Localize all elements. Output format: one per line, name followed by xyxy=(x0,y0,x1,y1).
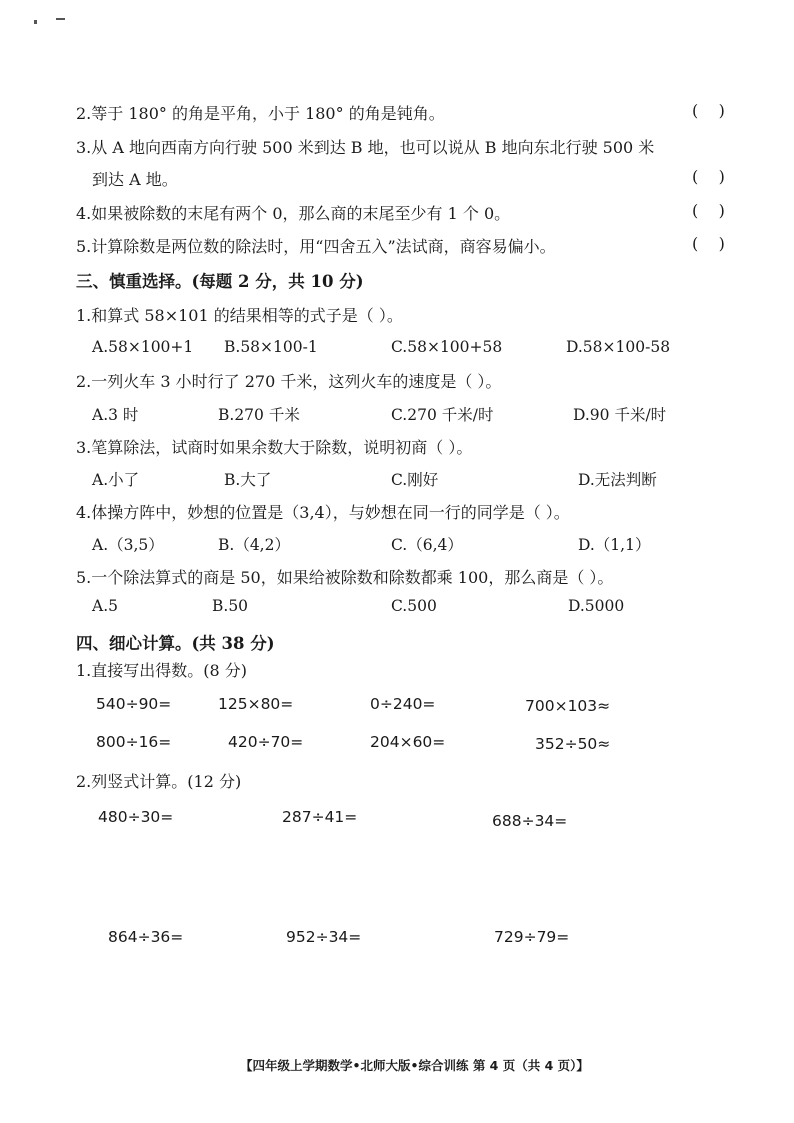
oral-calc-item[interactable]: 204×60= xyxy=(370,733,446,751)
option-c[interactable]: C.270 千米/时 xyxy=(391,406,494,424)
answer-paren[interactable]: ( ) xyxy=(692,234,725,253)
option-b[interactable]: B.270 千米 xyxy=(218,406,300,424)
option-a[interactable]: A.3 时 xyxy=(92,406,139,424)
oral-calc-item[interactable]: 352÷50≈ xyxy=(535,735,611,753)
option-a[interactable]: A.5 xyxy=(92,597,118,615)
option-a[interactable]: A.（3,5） xyxy=(92,536,164,554)
vertical-calc-item[interactable]: 952÷34= xyxy=(286,928,362,946)
option-d[interactable]: D.5000 xyxy=(568,597,625,615)
answer-paren[interactable]: ( ) xyxy=(692,167,725,186)
option-d[interactable]: D.（1,1） xyxy=(578,536,651,554)
page-footer: 【四年级上学期数学•北师大版•综合训练 第 4 页（共 4 页）】 xyxy=(240,1058,589,1073)
option-c[interactable]: C.500 xyxy=(391,597,437,615)
option-b[interactable]: B.（4,2） xyxy=(218,536,290,554)
vertical-calc-item[interactable]: 480÷30= xyxy=(98,808,174,826)
answer-paren[interactable]: ( ) xyxy=(692,201,725,220)
judge-item-3: 3.从 A 地向西南方向行驶 500 米到达 B 地，也可以说从 B 地向东北行驶 500 米 xyxy=(76,138,655,157)
subsection-title: 2.列竖式计算。(12 分) xyxy=(76,772,242,791)
judge-item-2: 2.等于 180° 的角是平角，小于 180° 的角是钝角。 xyxy=(76,104,445,123)
option-d[interactable]: D.58×100-58 xyxy=(566,338,671,356)
question-stem: 1.和算式 58×101 的结果相等的式子是（ ）。 xyxy=(76,306,403,325)
question-stem: 2.一列火车 3 小时行了 270 千米，这列火车的速度是（ ）。 xyxy=(76,372,502,391)
oral-calc-item[interactable]: 700×103≈ xyxy=(525,697,611,715)
option-b[interactable]: B.58×100-1 xyxy=(224,338,318,356)
judge-item-4: 4.如果被除数的末尾有两个 0，那么商的末尾至少有 1 个 0。 xyxy=(76,204,511,223)
option-d[interactable]: D.无法判断 xyxy=(578,471,657,489)
option-c[interactable]: C.刚好 xyxy=(391,471,439,489)
subsection-title: 1.直接写出得数。(8 分) xyxy=(76,661,248,680)
vertical-calc-item[interactable]: 287÷41= xyxy=(282,808,358,826)
oral-calc-item[interactable]: 420÷70= xyxy=(228,733,304,751)
oral-calc-item[interactable]: 540÷90= xyxy=(96,695,172,713)
vertical-calc-item[interactable]: 688÷34= xyxy=(492,812,568,830)
answer-paren[interactable]: ( ) xyxy=(692,101,725,120)
oral-calc-item[interactable]: 125×80= xyxy=(218,695,294,713)
option-b[interactable]: B.大了 xyxy=(224,471,272,489)
option-a[interactable]: A.58×100+1 xyxy=(92,338,194,356)
option-c[interactable]: C.58×100+58 xyxy=(391,338,503,356)
section-title: 三、慎重选择。(每题 2 分，共 10 分) xyxy=(76,272,364,291)
oral-calc-item[interactable]: 800÷16= xyxy=(96,733,172,751)
option-d[interactable]: D.90 千米/时 xyxy=(573,406,667,424)
option-b[interactable]: B.50 xyxy=(212,597,249,615)
question-stem: 5.一个除法算式的商是 50，如果给被除数和除数都乘 100，那么商是（ ）。 xyxy=(76,568,614,587)
judge-item-3-cont: 到达 A 地。 xyxy=(92,170,178,189)
scan-speck xyxy=(34,20,37,24)
vertical-calc-item[interactable]: 729÷79= xyxy=(494,928,570,946)
scan-speck xyxy=(56,18,65,20)
judge-item-5: 5.计算除数是两位数的除法时，用“四舍五入”法试商，商容易偏小。 xyxy=(76,237,556,256)
section-title: 四、细心计算。(共 38 分) xyxy=(76,634,275,653)
option-c[interactable]: C.（6,4） xyxy=(391,536,463,554)
oral-calc-item[interactable]: 0÷240= xyxy=(370,695,436,713)
question-stem: 3.笔算除法，试商时如果余数大于除数，说明初商（ ）。 xyxy=(76,438,473,457)
option-a[interactable]: A.小了 xyxy=(92,471,140,489)
question-stem: 4.体操方阵中，妙想的位置是（3,4），与妙想在同一行的同学是（ ）。 xyxy=(76,503,570,522)
vertical-calc-item[interactable]: 864÷36= xyxy=(108,928,184,946)
